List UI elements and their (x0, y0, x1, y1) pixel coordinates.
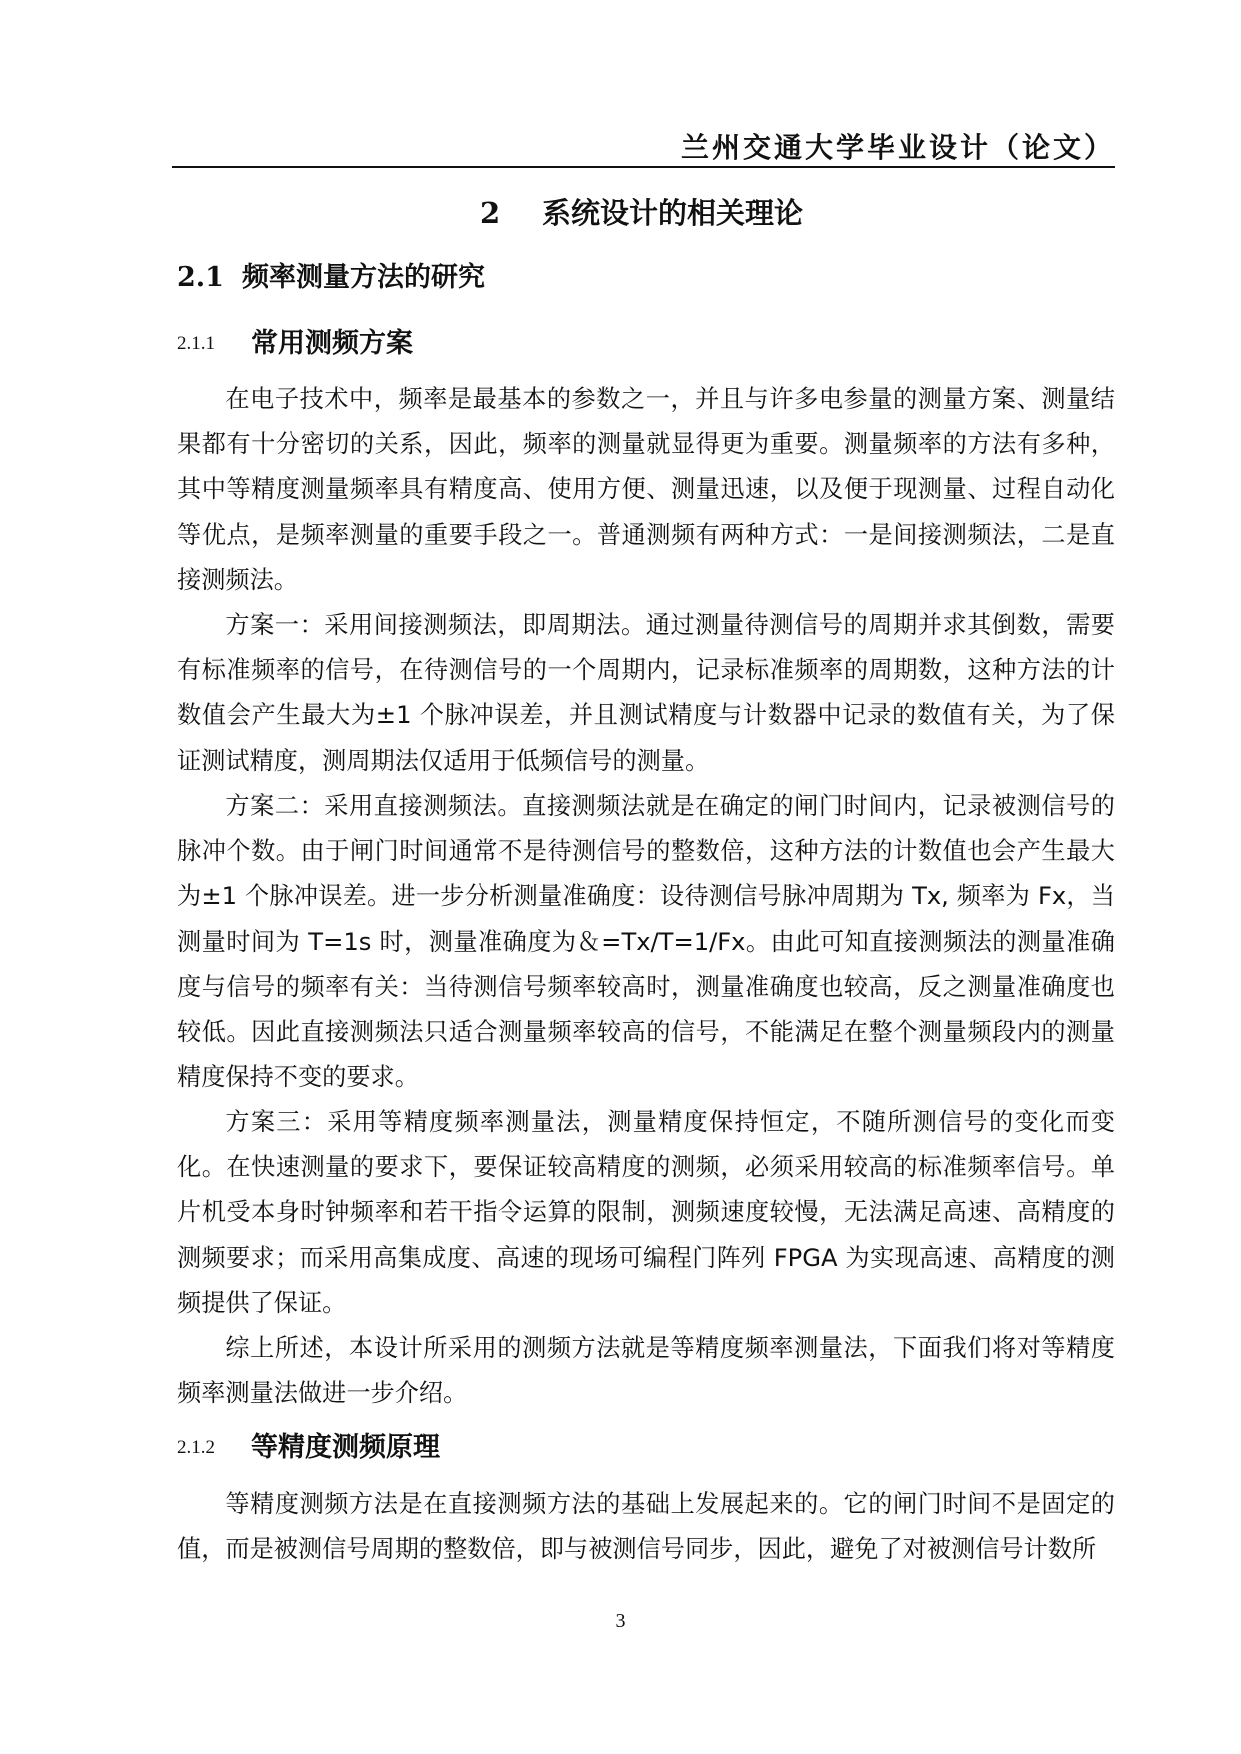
running-header: 兰州交通大学毕业设计（论文） (680, 131, 1115, 164)
subsection-title: 等精度测频原理 (251, 1432, 440, 1463)
subsection-number: 2.1.2 (177, 1437, 215, 1458)
subsection-heading-2 (177, 1425, 440, 1464)
paragraph-6: 等精度测频方法是在直接测频方法的基础上发展起来的。它的闸门时间不是固定的值，而是被测信号周期的整数倍，即与被测信号同步，因此，避免了对被测信号计数所 (177, 1490, 1115, 1564)
subsection-number: 2.1.1 (177, 333, 215, 354)
chapter-title (480, 191, 803, 232)
section-number: 2.1 (177, 262, 224, 293)
chapter-number: 2 (480, 196, 501, 230)
paragraph-1: 在电子技术中，频率是最基本的参数之一，并且与许多电参量的测量方案、测量结果都有十分密切的关系，因此，频率的测量就显得更为重要。测量频率的方法有多种，其中等精度测量频率具有精度高、使用方便、测量迅速，以及便于现测量、过程自动化等优点，是频率测量的重要手段之一。普通测频有两种方式：一是间接测频法，二是直接测频法。 (177, 385, 1115, 594)
subsection-title: 常用测频方案 (251, 328, 413, 359)
header-rule (172, 166, 1115, 168)
paragraph-5: 综上所述，本设计所采用的测频方法就是等精度频率测量法，下面我们将对等精度频率测量法做进一步介绍。 (177, 1334, 1115, 1408)
paragraph-4: 方案三：采用等精度频率测量法，测量精度保持恒定，不随所测信号的变化而变化。在快速测量的要求下，要保证较高精度的测频，必须采用较高的标准频率信号。单片机受本身时钟频率和若干指令运算的限制，测频速度较慢，无法满足高速、高精度的测频要求；而采用高集成度、高速的现场可编程门阵列 FPGA 为实现高速、高精度的测频提供了保证。 (177, 1108, 1115, 1317)
section-heading (177, 255, 485, 294)
section-title: 频率测量方法的研究 (242, 262, 485, 293)
subsection-heading-1 (177, 321, 413, 360)
chapter-title-text: 系统设计的相关理论 (542, 196, 804, 230)
paragraph-2: 方案一：采用间接测频法，即周期法。通过测量待测信号的周期并求其倒数，需要有标准频率的信号，在待测信号的一个周期内，记录标准频率的周期数，这种方法的计数值会产生最大为±1 个脉冲误差，并且测试精度与计数器中记录的数值有关，为了保证测试精度，测周期法仅适用于低频信号的测量。 (177, 611, 1115, 775)
page-number: 3 (615, 1610, 626, 1632)
paragraph-3: 方案二：采用直接测频法。直接测频法就是在确定的闸门时间内，记录被测信号的脉冲个数。由于闸门时间通常不是待测信号的整数倍，这种方法的计数值也会产生最大为±1 个脉冲误差。进一步分析测量准确度：设待测信号脉冲周期为 Tx, 频率为 Fx，当测量时间为 T=1s 时，测量准确度为＆=Tx/T=1/Fx。由此可知直接测频法的测量准确度与信号的频率有关：当待测信号频率较高时，测量准确度也较高，反之测量准确度也较低。因此直接测频法只适合测量频率较高的信号，不能满足在整个测量频段内的测量精度保持不变的要求。 (177, 792, 1115, 1092)
